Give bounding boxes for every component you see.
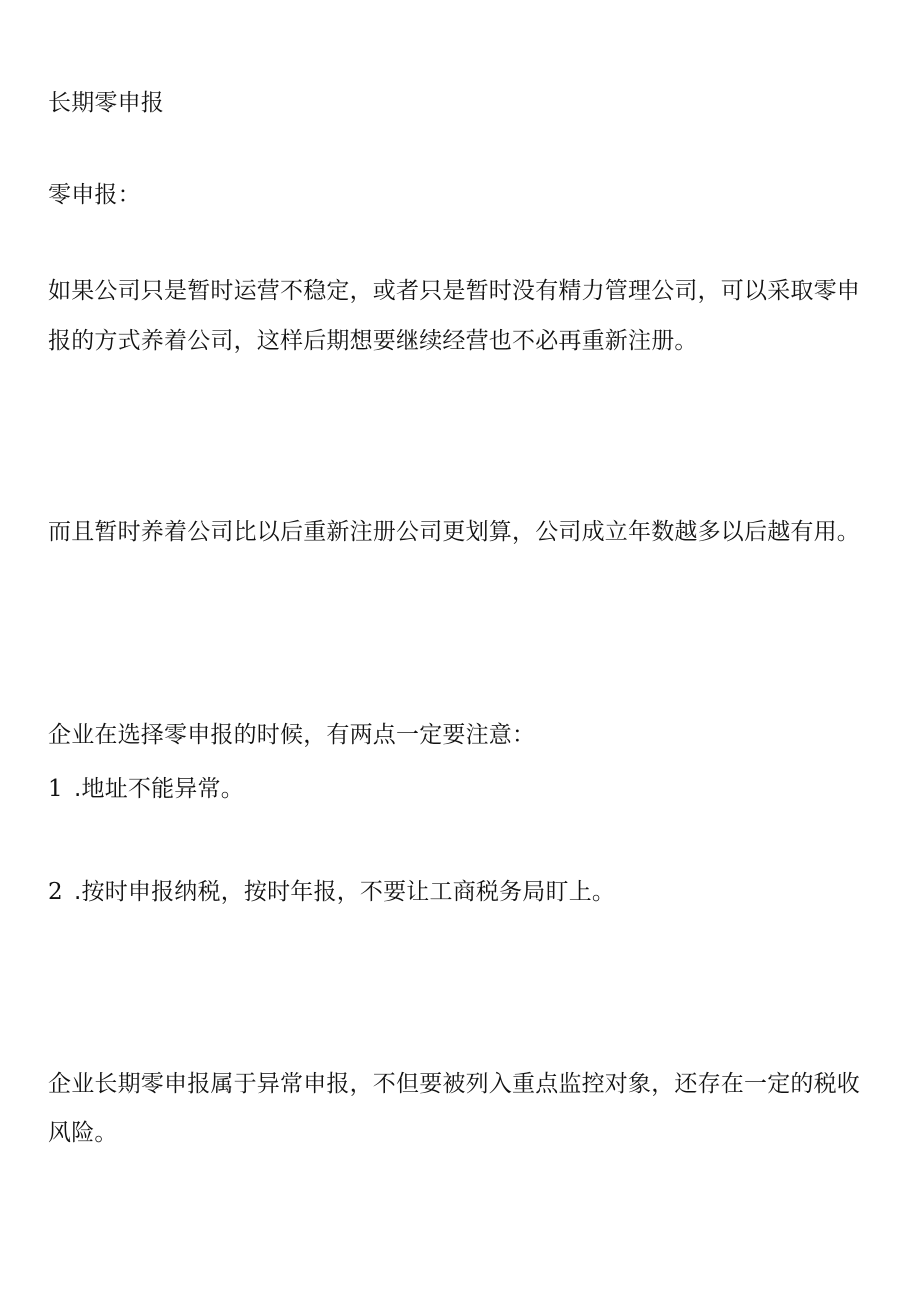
list-item-text: .按时申报纳税，按时年报，不要让工商税务局盯上。 (74, 879, 616, 905)
paragraph-2: 而且暂时养着公司比以后重新注册公司更划算，公司成立年数越多以后越有用。 (48, 519, 860, 545)
paragraph-4-line-1: 企业长期零申报属于异常申报，不但要被列入重点监控对象，还存在一定的税收 (48, 1071, 860, 1097)
paragraph-3: 企业在选择零申报的时候，有两点一定要注意： (48, 722, 536, 748)
paragraph-1-line-1: 如果公司只是暂时运营不稳定，或者只是暂时没有精力管理公司，可以采取零申 (48, 278, 860, 304)
paragraph-1-line-2: 报的方式养着公司，这样后期想要继续经营也不必再重新注册。 (48, 328, 698, 354)
list-item (48, 875, 878, 909)
paragraph-4-line-2: 风险。 (48, 1120, 118, 1146)
list-item-number: 2 (48, 879, 63, 905)
list-item (48, 772, 878, 806)
section-heading: 零申报： (48, 182, 141, 208)
document-title: 长期零申报 (48, 90, 164, 116)
list-item-number: 1 (48, 776, 63, 802)
list-item-text: .地址不能异常。 (74, 776, 244, 802)
